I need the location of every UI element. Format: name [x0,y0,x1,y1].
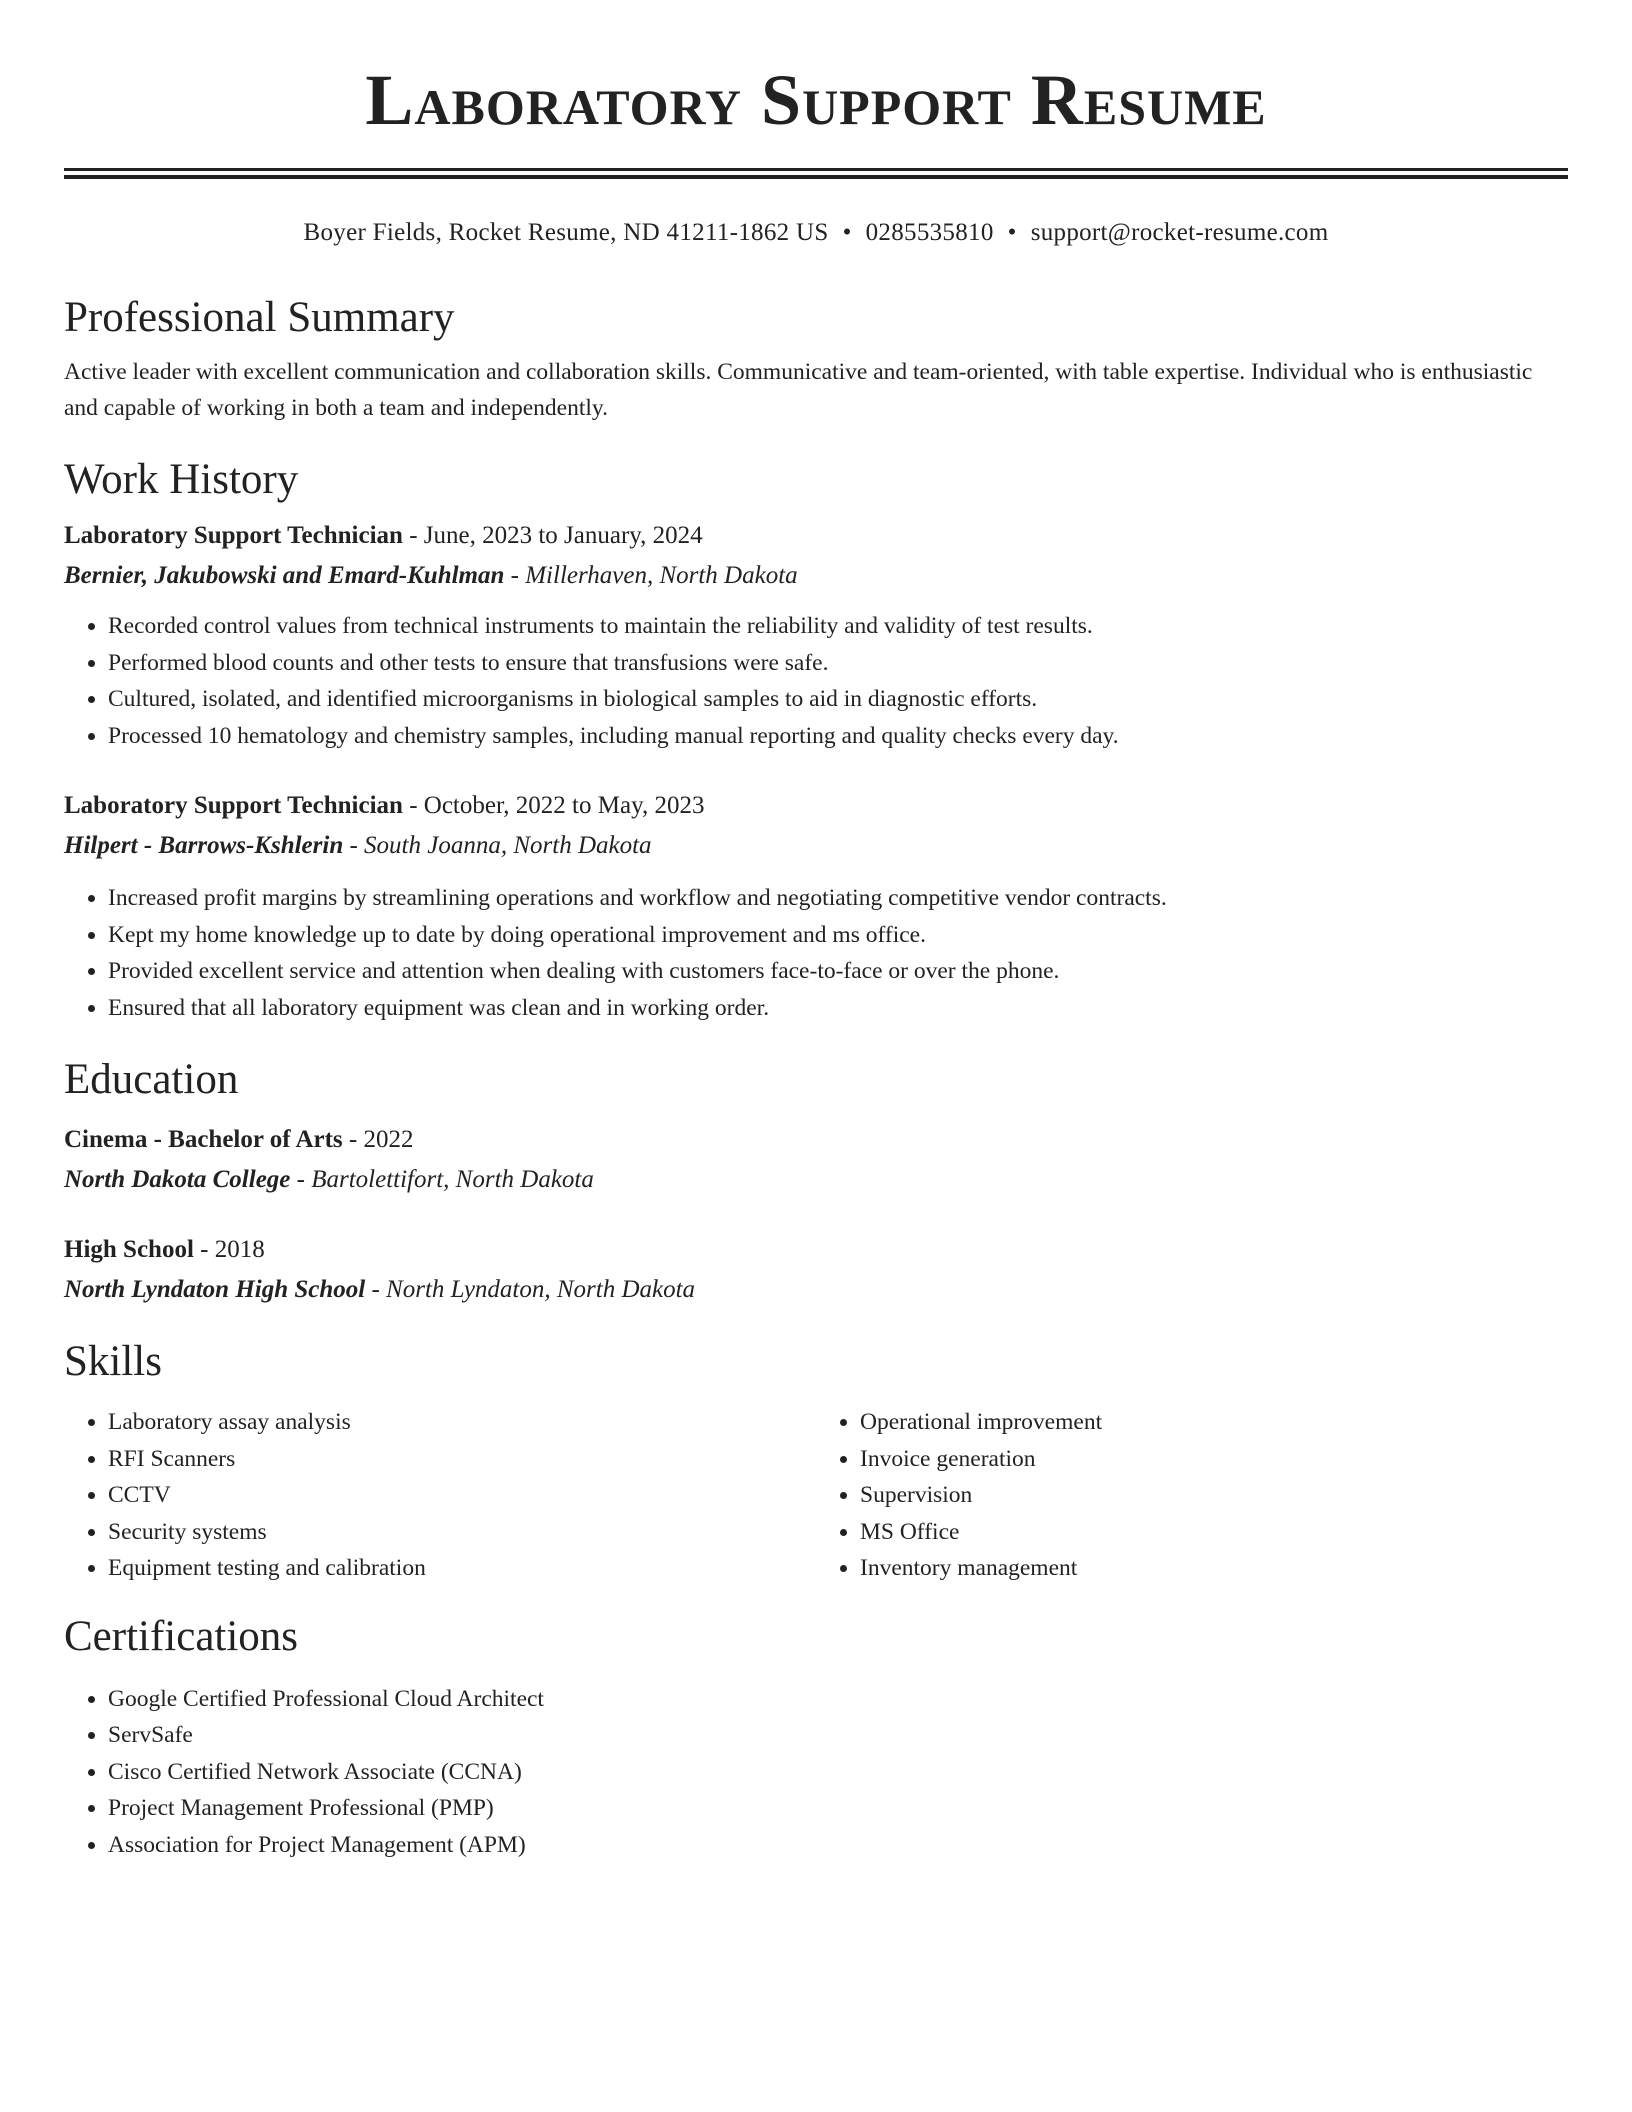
job-location: - Millerhaven, North Dakota [504,562,798,589]
school-line [64,1160,1568,1200]
school-line [64,1270,1568,1310]
job-dates: - October, 2022 to May, 2023 [402,792,705,819]
skills-left-column [64,1404,816,1587]
job-title-line [64,516,1568,556]
list-item: • Performed blood counts and other tests to ensure that transfusions were safe. [108,645,1568,682]
contact-email: support@rocket-resume.com [1030,219,1329,246]
job-dates: - June, 2023 to January, 2024 [402,522,703,549]
job-company-line [64,826,1568,866]
skills-columns [64,1404,1568,1587]
list-item: • Cultured, isolated, and identified microorganisms in biological samples to aid in diagnostic efforts. [108,681,1568,718]
job-role: Laboratory Support Technician [64,522,403,549]
list-item: • Provided excellent service and attention when dealing with customers face-to-face or over the phone. [108,953,1568,990]
contact-separator: • [1007,219,1017,246]
list-item: • RFI Scanners [108,1441,816,1478]
skills-heading: Skills [64,1338,162,1385]
contact-line [64,217,1568,249]
degree: Cinema - Bachelor of Arts [64,1126,343,1153]
job-company: Hilpert - Barrows-Kshlerin [64,832,344,859]
list-item: • Increased profit margins by streamlining operations and workflow and negotiating competitive vendor contracts. [108,880,1568,917]
job-company-line [64,556,1568,596]
degree-year: - 2022 [342,1126,414,1153]
work-history-heading: Work History [64,456,299,503]
job-entry [64,516,1568,754]
school-name: North Dakota College [64,1166,291,1193]
list-item: • Cisco Certified Network Associate (CCNA) [108,1754,1568,1791]
contact-separator: • [842,219,852,246]
school-name: North Lyndaton High School [64,1276,366,1303]
job-bullets [64,880,1568,1026]
list-item: • Recorded control values from technical instruments to maintain the reliability and validity of test results. [108,608,1568,645]
job-entry [64,786,1568,1026]
job-role: Laboratory Support Technician [64,792,403,819]
list-item: • Google Certified Professional Cloud Architect [108,1681,1568,1718]
education-entry [64,1230,1568,1310]
degree-line [64,1230,1568,1270]
list-item: • Invoice generation [860,1441,1568,1478]
certifications-list [64,1681,1568,1864]
resume-title: Laboratory Support Resume [365,60,1267,140]
list-item: • Project Management Professional (PMP) [108,1790,1568,1827]
resume-page [64,0,1568,1863]
education-heading: Education [64,1056,239,1103]
job-bullets [64,608,1568,754]
list-item: • Kept my home knowledge up to date by doing operational improvement and ms office. [108,917,1568,954]
list-item: • Processed 10 hematology and chemistry samples, including manual reporting and quality checks every day. [108,718,1568,755]
list-item: • Ensured that all laboratory equipment was clean and in working order. [108,990,1568,1027]
education-entry [64,1120,1568,1200]
list-item: • Security systems [108,1514,816,1551]
list-item: • Equipment testing and calibration [108,1550,816,1587]
degree-year: - 2018 [193,1236,265,1263]
list-item: • Inventory management [860,1550,1568,1587]
degree-line [64,1120,1568,1160]
list-item: • Association for Project Management (APM) [108,1827,1568,1864]
certifications-heading: Certifications [64,1612,299,1660]
list-item: • Laboratory assay analysis [108,1404,816,1441]
skills-right-column [816,1404,1568,1587]
contact-phone: 0285535810 [865,219,994,246]
title-double-rule [64,168,1568,179]
list-item: • MS Office [860,1514,1568,1551]
list-item: • Operational improvement [860,1404,1568,1441]
degree: High School [64,1236,194,1263]
job-location: - South Joanna, North Dakota [343,832,652,859]
summary-heading: Professional Summary [64,294,455,341]
job-title-line [64,786,1568,826]
list-item: • ServSafe [108,1717,1568,1754]
list-item: • Supervision [860,1477,1568,1514]
job-company: Bernier, Jakubowski and Emard-Kuhlman [64,562,505,589]
summary-text: Active leader with excellent communication and collaboration skills. Communicative and team-oriented, with table expertise. Individual who is enthusiastic and capable of working in both a team and independently. [64,359,1533,421]
school-location: - Bartolettifort, North Dakota [290,1166,594,1193]
list-item: • CCTV [108,1477,816,1514]
contact-address: Boyer Fields, Rocket Resume, ND 41211-1862 US [303,219,829,246]
school-location: - North Lyndaton, North Dakota [365,1276,696,1303]
